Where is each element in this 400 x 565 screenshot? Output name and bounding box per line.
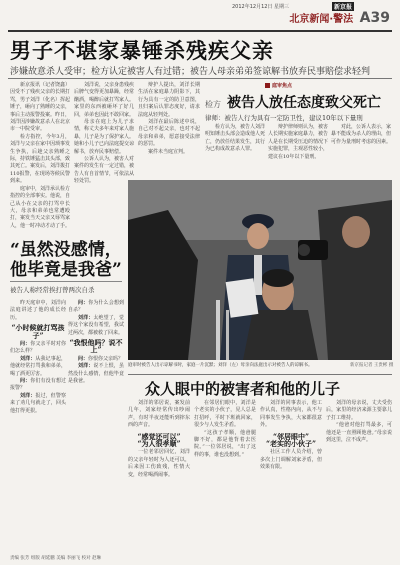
quote-rule [10, 281, 122, 282]
qa-item: 问：你恨你父亲吗？ [78, 355, 124, 362]
paragraph: 昨天庭审中，刘洋向法庭讲述了他的成长经历。 [10, 300, 66, 321]
paragraph: 刘洋的邻居说，案发前几年，刘家经常传出吵闹声，有时半夜还能听到摔东西的声音。 [128, 400, 190, 429]
qa-column-1 [10, 300, 66, 550]
main-subhead: 涉嫌故意杀人受审；检方认定被害人有过错；被告人母亲弟弟签谅解书放弃民事赔偿求轻判 [10, 67, 371, 77]
sidebar-column-3 [331, 124, 391, 176]
qa-item: 问：你为什么会想到自杀？ [68, 300, 124, 314]
paragraph: 一位老邻居回忆，刘洋的父亲年轻时为人还可以，后来因工伤致残，性情大变，经常喝酒闹事。 [128, 449, 190, 478]
paragraph: 案件未当庭宣判。 [148, 148, 189, 155]
story2-title: 众人眼中的被害者和他的儿子 [145, 380, 341, 398]
paper-logo: 新京报 [334, 4, 353, 11]
paragraph: “这孩子孝顺，他爸腿脚不好，都是他背着去医院。”一位邻居说，“出了这样的事，谁也没想到。” [194, 429, 256, 458]
page-number: A39 [359, 10, 390, 26]
story2-subheading: “邻居眼中” [272, 431, 310, 441]
paragraph: 在邻居们眼中，刘洋是个老实的小伙子，见人总是打招呼，平时下班就回家，很少与人发生矛盾。 [194, 400, 256, 429]
qa-item: 问：你父亲平时对你们怎么样？ [10, 341, 66, 355]
paragraph: 社区工作人员介绍，曾多次上门调解刘家矛盾，但效果有限。 [260, 449, 322, 471]
paragraph: 辩护人提出，刘洋长期生活在家庭暴力阴影下，其行为具有一定的防卫意图，且归案后认罪态度好，请求法庭从轻判处。 [138, 82, 200, 118]
sidebar-column-2 [268, 124, 328, 176]
paragraph: 检方认为，被告人刘洋明知锤击头部会造成他人死亡，仍放任结果发生，其行为已构成故意杀人罪。 [205, 124, 266, 153]
story2-column-1 [128, 400, 190, 550]
sidebar-title-text: 被告人放任态度致父死亡 [227, 95, 381, 111]
photo-credit: 新京报记者 王贵彬 摄 [350, 363, 394, 368]
story2-column-4 [326, 400, 392, 550]
photo-caption: 庭审时被告人出示谅解书时，家庭一片沉默；刘洋（左）母亲向法庭出示对被告人的谅解书。 [128, 363, 313, 368]
paragraph: 刘洋的母亲说，丈夫受伤后，家里的经济来源主要靠儿子打工维持。 [326, 400, 392, 421]
story2-subheading: “感觉还可以” [137, 431, 181, 441]
pull-quote-line-2: 他毕竟是我爸” [10, 260, 122, 280]
story2-rule [128, 374, 392, 375]
main-story-column-3 [138, 82, 200, 174]
subhead-rule [8, 78, 392, 79]
paragraph: 对此，公诉人表示，家暴不能成为杀人的理由，但可作为量刑时考虑的因素。 [331, 124, 392, 145]
sidebar-tag: 庭审焦点 [265, 82, 292, 89]
qa-column-2 [68, 300, 124, 550]
sidebar-title [205, 92, 381, 112]
paragraph: 刘洋说，父亲身患残疾后脾气变得更加暴躁，经常酗酒，喝醉后就打骂家人。家里的东西被砸坏了好几回，弟弟也因此不敢回家。 [74, 82, 135, 118]
qa-item: 刘洋：说不上恨，虽然没什么感情，但他毕竟是我爸。 [68, 363, 124, 385]
section-name: 北京新闻·警法 [289, 14, 354, 25]
sidebar-kicker: 检方 [205, 100, 221, 109]
paragraph: 刘洋在最后陈述中说，自己对不起父亲，也对不起母亲和弟弟，愿意接受法律的惩罚。 [138, 119, 200, 148]
main-story-column-2 [74, 82, 135, 185]
main-story-column-1 [10, 82, 70, 232]
qa-item: 问：你们有没有想过报警？ [10, 378, 66, 392]
courtroom-photo-image [128, 180, 392, 360]
story2-subheading: “为人很孝顺” [137, 439, 181, 449]
sidebar-subtitle: 律师：被告人行为具有一定防卫性，建议10年以下量刑 [205, 114, 363, 122]
square-bullet-icon [265, 83, 270, 88]
section-label [289, 10, 390, 26]
qa-item: 刘洋：从我记事起，他就经常打骂我和弟弟，喝了酒更厉害。 [10, 355, 66, 377]
qa-item: 刘洋：太绝望了，觉得这个家没有希望，我试过两次，都被救了回来。 [68, 314, 124, 336]
header-rule [8, 30, 392, 32]
qa-subheading: “我恨他吗？说不上” [69, 338, 123, 355]
paragraph: 检方指控，今年3月，刘洋与父亲在家中因琐事发生争执，后趁父亲熟睡之际，持铁锤猛击其头部，致其死亡。案发后，刘洋拨打110报警，在现场等候民警到来。 [10, 133, 71, 185]
paragraph: 庭审中，刘洋承认检方指控的全部事实。他说，自己从小在父亲的打骂中长大，母亲和弟弟也常遭殴打，案发当天父亲又辱骂家人，他一时冲动才动了手。 [10, 185, 71, 229]
story2-column-2 [194, 400, 256, 550]
qa-subheading: “小时候就打骂孩子” [11, 323, 65, 340]
paragraph: 新京报讯（记者饶鑫）因受不了残疾父亲的长期打骂，男子刘洋（化名）挥起锤子，砸向了熟睡的父亲，事后主动报警投案。昨日，刘洋因涉嫌故意杀人在北京市一中院受审。 [10, 82, 71, 133]
courtroom-photo [128, 180, 392, 360]
pull-quote-subtitle: 被告人称经常挨打曾两次自杀 [10, 286, 95, 294]
paragraph: 辩护律师则认为，被害人长期实施家庭暴力，被告人是在长期受压迫的情况下实施犯罪，主观恶性较小，建议在10年以下量刑。 [268, 124, 329, 160]
pull-quote-line-1: “虽然没感情， [10, 240, 122, 260]
paragraph: 刘洋的同事表示，他工作认真，性格内向，从不与同事发生争执，大家都很意外。 [260, 400, 322, 429]
story2-subheading: “老实的小伙子” [265, 439, 317, 449]
pull-quote [10, 240, 122, 280]
paragraph: 公诉人认为，被害人对案件的发生有一定过错，被告人有自首情节，可依法从轻处罚。 [74, 156, 135, 185]
paragraph: “他爸对他打骂最多，可他还是一直照顾他爸。”母亲说到这里，泣不成声。 [326, 422, 392, 444]
issue-date: 2012年12月12日 星期三 [232, 4, 290, 10]
page-footer: 责编 张芳 组版 胡延鹏 美编 李丽飞 校对 赵琳 [10, 556, 102, 561]
sidebar-column-1 [205, 124, 265, 176]
main-headline: 男子不堪家暴锤杀残疾父亲 [10, 38, 274, 63]
paragraph: 母亲在庭上为儿子求情，称丈夫多年来对家人施暴，儿子是为了保护家人。她和小儿子已向法庭提交谅解书，放弃民事赔偿。 [74, 119, 135, 155]
qa-item: 刘洋：报过，但警察来了劝几句就走了，回头他打得更狠。 [10, 392, 66, 414]
story2-column-3 [260, 400, 322, 550]
